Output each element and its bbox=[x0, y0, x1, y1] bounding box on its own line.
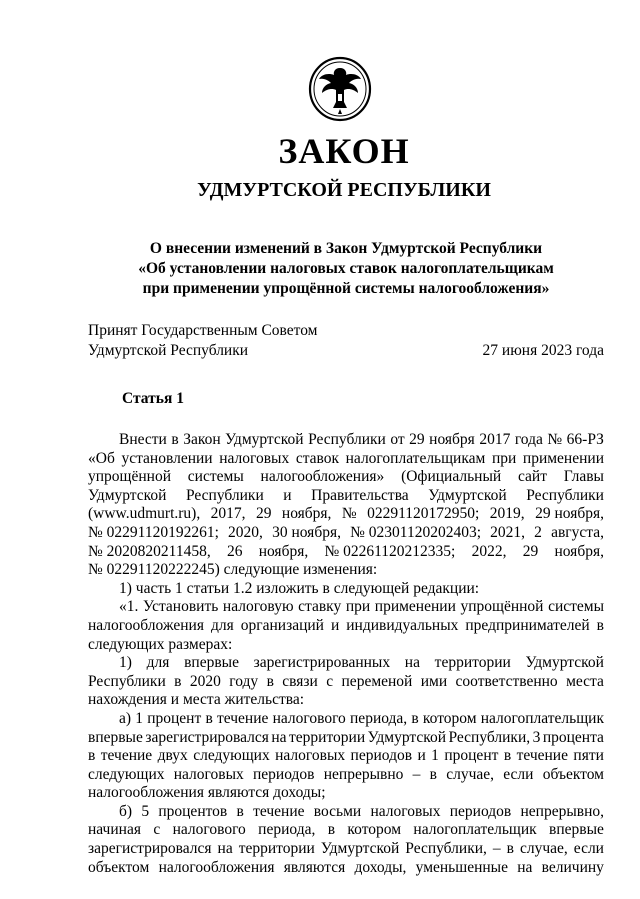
body-word: на bbox=[517, 858, 533, 876]
body-word: ставок bbox=[295, 449, 340, 467]
body-word: 3 bbox=[532, 728, 541, 746]
body-line bbox=[88, 431, 604, 450]
body-word: налоговых bbox=[219, 449, 290, 467]
body-word: при bbox=[491, 449, 517, 467]
body-line bbox=[88, 450, 604, 469]
body-word: впервые bbox=[549, 821, 604, 839]
body-word: ноября, bbox=[281, 505, 332, 523]
body-word: при bbox=[345, 598, 371, 616]
body-word: организаций bbox=[240, 616, 324, 634]
body-word: Республики, bbox=[405, 840, 487, 858]
body-word: и bbox=[330, 616, 340, 634]
body-word: Удмуртской bbox=[225, 431, 304, 448]
body-word: территории bbox=[238, 840, 315, 858]
body-word: 1) bbox=[119, 654, 132, 672]
body-line bbox=[88, 543, 604, 562]
body-word: применении bbox=[374, 598, 456, 616]
body-word: непрерывно, bbox=[520, 802, 604, 820]
body-word: 2017 bbox=[479, 431, 511, 448]
body-text: следующих размерах: bbox=[88, 635, 233, 653]
body-text: налогообложения являются доходы; bbox=[88, 784, 326, 802]
document-subtitle: УДМУРТСКОЙ РЕСПУБЛИКИ bbox=[197, 179, 491, 201]
body-word: зарегистрированных bbox=[253, 654, 391, 672]
body-word: котором bbox=[347, 821, 402, 839]
body-word: случае, bbox=[446, 765, 494, 783]
body-text: № 02291120222245) следующие изменения: bbox=[88, 561, 378, 579]
body-word: 2020 bbox=[189, 672, 221, 690]
body-word: соответственно bbox=[455, 672, 558, 690]
body-word: 2020, bbox=[228, 523, 263, 541]
body-word: 30 ноября, bbox=[272, 523, 341, 541]
body-word: впервые bbox=[184, 654, 239, 672]
body-word: 2022, bbox=[471, 542, 507, 560]
body-word: индивидуальных bbox=[346, 616, 459, 634]
body-word: – bbox=[412, 765, 421, 783]
body-line bbox=[88, 524, 604, 543]
body-word: зарегистрировался bbox=[88, 840, 212, 858]
law-name bbox=[88, 239, 604, 299]
body-word: непрерывно bbox=[323, 765, 404, 783]
body-word: периодов bbox=[253, 765, 315, 783]
body-word: периода, bbox=[258, 821, 316, 839]
body-word: 5 bbox=[141, 802, 150, 820]
body-word: 2 bbox=[534, 523, 542, 541]
body-word: 02291120172950; bbox=[367, 505, 480, 523]
body-word: объектом bbox=[542, 765, 604, 783]
body-word: периодов bbox=[350, 747, 413, 765]
body-word: на bbox=[404, 654, 420, 672]
body-word: уменьшенные bbox=[415, 858, 508, 876]
body-word: в bbox=[327, 821, 336, 839]
body-word: 29 bbox=[255, 505, 272, 523]
body-word: для bbox=[146, 654, 170, 672]
body-word: (Официальный bbox=[401, 468, 502, 486]
body-word: № 02301120202403; bbox=[350, 523, 482, 541]
body-word: объектом bbox=[88, 858, 150, 876]
body-word: если bbox=[503, 765, 534, 783]
body-text: нахождения и места жительства: bbox=[88, 691, 305, 709]
body-word: двух bbox=[157, 747, 188, 765]
body-word: налоговую bbox=[222, 598, 294, 616]
body-word: 1 bbox=[431, 747, 439, 765]
body-word: налоговых bbox=[370, 802, 441, 820]
body-line bbox=[88, 654, 604, 673]
body-line bbox=[88, 840, 604, 859]
body-word: Главы bbox=[563, 468, 604, 486]
body-word: ноября bbox=[429, 431, 475, 448]
body-text: 1) часть 1 статьи 1.2 изложить в следующей редакции: bbox=[119, 579, 480, 597]
body-word: периодов bbox=[449, 802, 512, 820]
body-word: течение bbox=[253, 802, 305, 820]
body-word: № 02261120212335; bbox=[324, 542, 456, 560]
body-line bbox=[88, 580, 604, 599]
body-line bbox=[88, 598, 604, 617]
body-word: Республики, bbox=[448, 728, 531, 746]
body-word: следующих bbox=[193, 747, 270, 765]
body-word: года bbox=[514, 431, 543, 448]
body-word: – bbox=[492, 840, 501, 858]
body-word: связи bbox=[282, 672, 318, 690]
body-word: налогового bbox=[272, 709, 346, 727]
body-word: 2021, bbox=[490, 523, 526, 541]
body-word: налогообложения» bbox=[260, 468, 385, 486]
adopted-by-line: Принят Государственным Советом bbox=[88, 322, 318, 339]
body-word: Удмуртской bbox=[428, 486, 507, 504]
body-word: августа, bbox=[551, 523, 604, 541]
body-line bbox=[88, 487, 604, 506]
body-line bbox=[88, 747, 604, 766]
body-word: следующих bbox=[88, 765, 165, 783]
body-word: периода, bbox=[350, 709, 408, 727]
body-word: налогоплательщик bbox=[413, 821, 537, 839]
body-word: Закон bbox=[183, 431, 221, 448]
body-word: системы bbox=[548, 598, 604, 616]
body-line bbox=[88, 784, 604, 803]
body-line bbox=[88, 561, 604, 580]
body-word: в bbox=[411, 709, 419, 727]
body-word: 1 bbox=[135, 709, 143, 727]
body-word: в bbox=[266, 672, 274, 690]
body-word: № bbox=[547, 431, 563, 448]
body-word: в bbox=[171, 431, 179, 448]
body-word: применении bbox=[522, 449, 604, 467]
body-line bbox=[88, 710, 604, 729]
body-word: случае, bbox=[520, 840, 568, 858]
body-word: (www.udmurt.ru), bbox=[88, 505, 201, 523]
body-line bbox=[88, 636, 604, 655]
body-word: если bbox=[573, 840, 604, 858]
article-body bbox=[88, 431, 604, 877]
body-word: 66-РЗ bbox=[566, 431, 604, 448]
body-word: и bbox=[283, 486, 292, 504]
body-word: упрощённой bbox=[88, 468, 171, 486]
body-word: ноября, bbox=[554, 542, 604, 560]
document-title: ЗАКОН bbox=[278, 131, 410, 171]
body-word: ими bbox=[420, 672, 448, 690]
body-word: с bbox=[326, 672, 334, 690]
body-word: в bbox=[88, 747, 96, 765]
body-word: в bbox=[429, 765, 437, 783]
body-word: течение bbox=[216, 709, 269, 727]
body-word: зарегистрировался bbox=[145, 728, 269, 746]
body-word: Правительства bbox=[311, 486, 409, 504]
body-word: № 2020820211458, bbox=[88, 542, 211, 560]
body-word: № 02291120192261; bbox=[88, 523, 219, 541]
body-word: в bbox=[205, 709, 213, 727]
body-line bbox=[88, 673, 604, 692]
body-line bbox=[88, 505, 604, 524]
body-word: налогообложения bbox=[158, 858, 275, 876]
body-word: процент bbox=[444, 747, 499, 765]
body-word: № bbox=[341, 505, 357, 523]
body-word: на bbox=[217, 840, 233, 858]
body-word: для bbox=[210, 616, 234, 634]
body-word: Республики bbox=[526, 486, 604, 504]
body-word: 29 ноября, bbox=[535, 505, 604, 523]
body-word: в bbox=[503, 747, 512, 765]
body-word: величину bbox=[541, 858, 604, 876]
body-word: течение bbox=[516, 747, 568, 765]
adopted-by-line: Удмуртской Республики bbox=[88, 342, 249, 359]
body-word: переменой bbox=[341, 672, 413, 690]
body-line bbox=[88, 617, 604, 636]
body-word: 29 bbox=[409, 431, 425, 448]
body-word: территории bbox=[434, 654, 511, 672]
body-word: налогоплательщикам bbox=[345, 449, 486, 467]
body-word: восьми bbox=[313, 802, 362, 820]
body-line bbox=[88, 803, 604, 822]
body-word: «Об bbox=[88, 449, 115, 467]
body-word: территории bbox=[289, 728, 366, 746]
adoption-date: 27 июня 2023 года bbox=[482, 342, 604, 359]
body-word: установлении bbox=[121, 449, 213, 467]
body-word: сайт bbox=[517, 468, 547, 486]
body-word: упрощённой bbox=[460, 598, 544, 616]
body-line bbox=[88, 691, 604, 710]
body-word: налоговых bbox=[275, 747, 346, 765]
body-word: 2019, bbox=[489, 505, 525, 523]
body-word: 29 bbox=[522, 542, 539, 560]
body-word: с bbox=[153, 821, 161, 839]
body-word: 26 bbox=[226, 542, 243, 560]
body-line bbox=[88, 821, 604, 840]
body-word: пяти bbox=[573, 747, 604, 765]
body-word: системы bbox=[187, 468, 244, 486]
body-word: Удмуртской bbox=[320, 840, 400, 858]
body-word: Республики bbox=[185, 486, 264, 504]
body-word: процент bbox=[147, 709, 202, 727]
body-line bbox=[88, 729, 604, 748]
body-word: налогового bbox=[172, 821, 246, 839]
body-word: предпринимателей bbox=[465, 616, 590, 634]
law-name-line: «Об установлении налоговых ставок налогоплательщикам bbox=[138, 260, 554, 277]
body-word: 2017, bbox=[210, 505, 246, 523]
body-word: году bbox=[229, 672, 259, 690]
body-word: «1. bbox=[119, 598, 139, 616]
body-word: Удмуртской bbox=[525, 654, 604, 672]
body-word: в bbox=[596, 616, 604, 634]
body-word: процента bbox=[542, 728, 604, 746]
body-word: в bbox=[236, 802, 244, 820]
body-word: являются bbox=[283, 858, 346, 876]
law-name-line: О внесении изменений в Закон Удмуртской Республики bbox=[149, 240, 543, 257]
body-word: от bbox=[390, 431, 405, 448]
body-word: доходы, bbox=[354, 858, 407, 876]
body-word: Удмуртской bbox=[367, 728, 447, 746]
coat-of-arms-icon bbox=[307, 56, 373, 122]
body-word: течение bbox=[100, 747, 153, 765]
body-word: налогоплательщик bbox=[480, 709, 604, 727]
body-word: Республики bbox=[308, 431, 386, 448]
body-word: а) bbox=[119, 709, 132, 727]
body-word: налоговых bbox=[173, 765, 244, 783]
body-word: начиная bbox=[88, 821, 141, 839]
body-word: Внести bbox=[119, 431, 167, 448]
body-word: в bbox=[506, 840, 514, 858]
body-word: ставку bbox=[298, 598, 342, 616]
body-word: Удмуртской bbox=[88, 486, 167, 504]
body-line bbox=[88, 859, 604, 878]
body-word: ноября, bbox=[258, 542, 309, 560]
body-word: Установить bbox=[142, 598, 219, 616]
body-word: в bbox=[174, 672, 182, 690]
body-line bbox=[88, 468, 604, 487]
body-word: впервые bbox=[88, 728, 143, 746]
article-heading: Статья 1 bbox=[122, 390, 184, 407]
body-word: котором bbox=[422, 709, 477, 727]
body-word: и bbox=[417, 747, 426, 765]
body-word: процентов bbox=[158, 802, 228, 820]
body-word: Республики bbox=[88, 672, 166, 690]
body-line bbox=[88, 766, 604, 785]
body-word: б) bbox=[119, 802, 133, 820]
law-name-line: при применении упрощённой системы налогообложения» bbox=[142, 280, 550, 297]
body-word: налогообложения bbox=[88, 616, 204, 634]
adoption-block bbox=[88, 321, 604, 361]
body-word: места bbox=[566, 672, 604, 690]
body-word: на bbox=[271, 728, 287, 746]
